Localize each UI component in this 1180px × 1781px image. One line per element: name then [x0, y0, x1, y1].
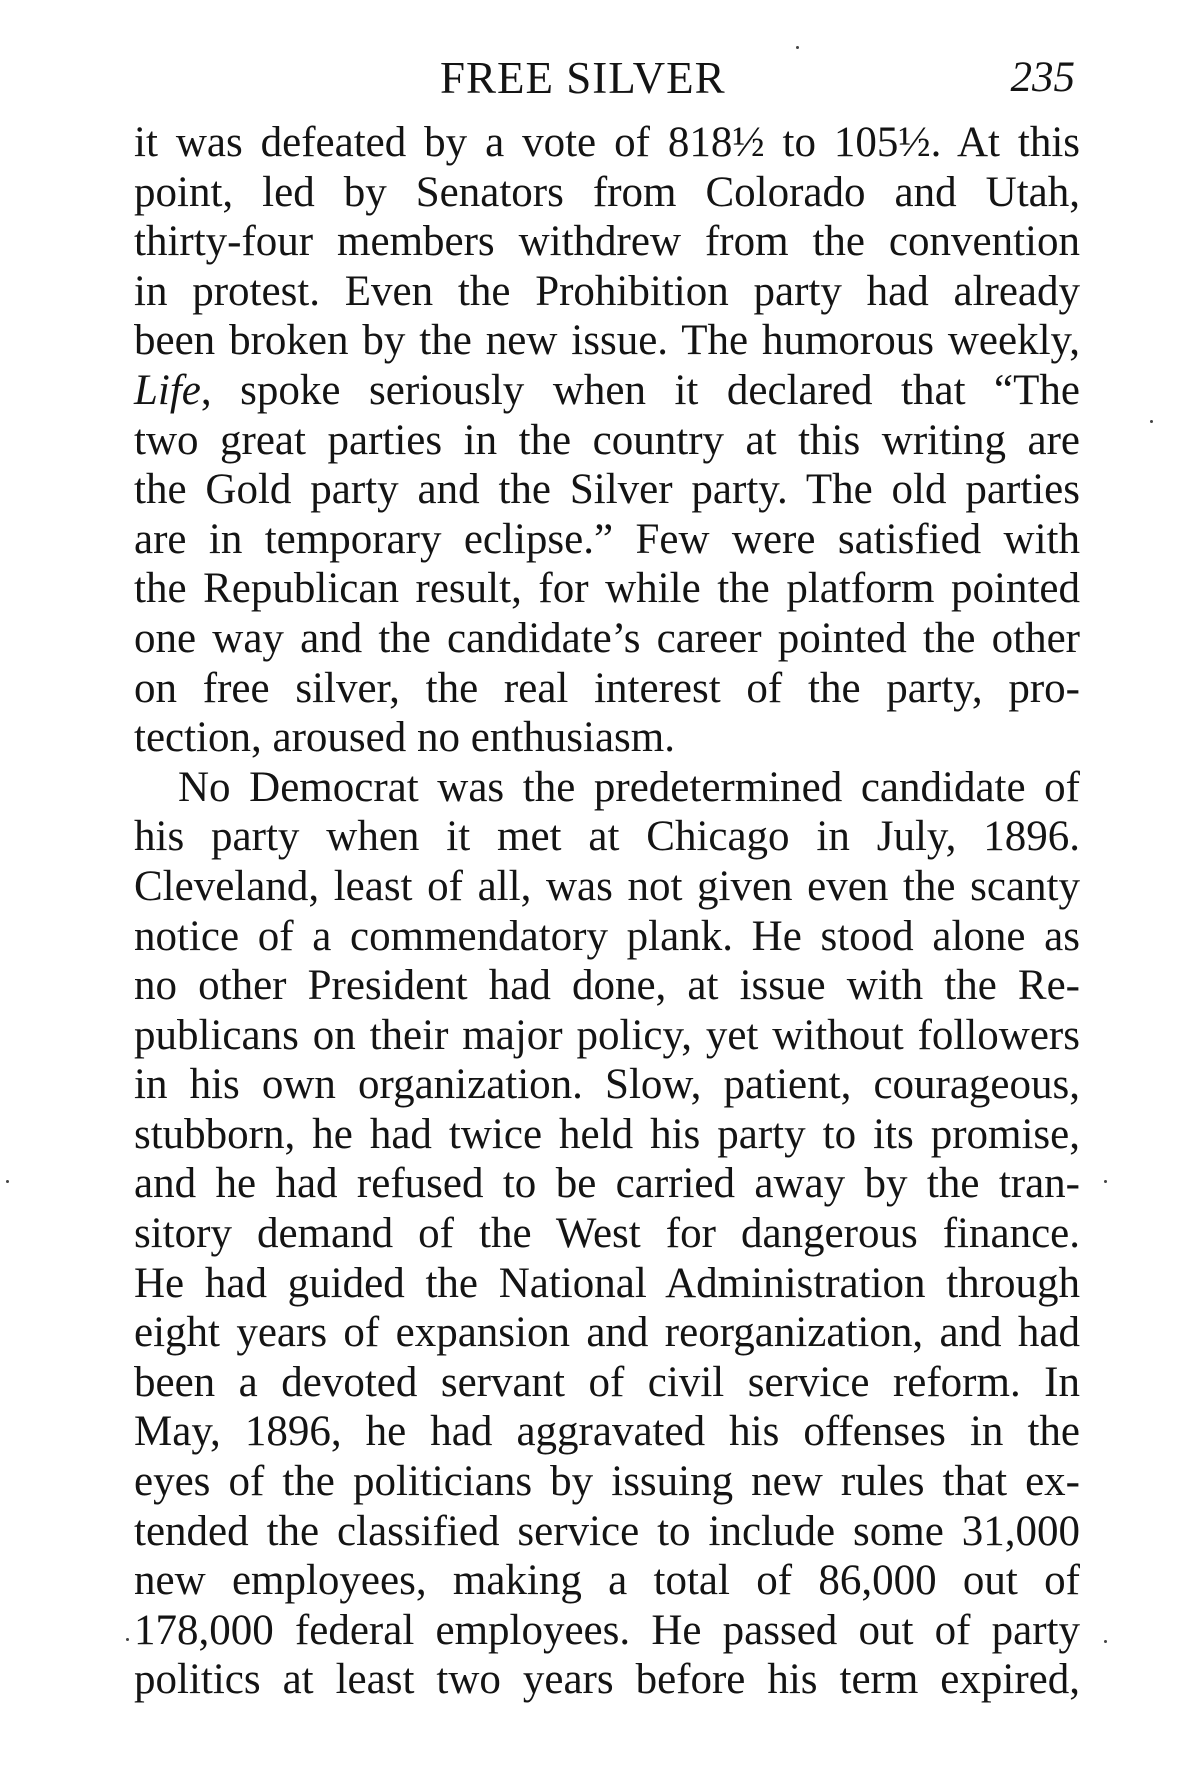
paragraph-1	[134, 118, 1080, 763]
text-line: point, led by Senators from Colorado and Utah,	[134, 168, 1080, 216]
text-line: May, 1896, he had aggravated his offenses in the	[134, 1408, 1080, 1456]
text-line: publicans on their major policy, yet without followers	[134, 1011, 1080, 1059]
text-line: tection, aroused no enthusiasm.	[134, 714, 675, 762]
print-speck	[126, 1638, 129, 1641]
running-title: FREE SILVER	[440, 53, 726, 103]
text-line: two great parties in the country at this writing are	[134, 416, 1080, 464]
text-line: He had guided the National Administration through	[134, 1259, 1080, 1307]
page-header	[140, 40, 1075, 110]
body-text	[134, 118, 1080, 1705]
text-line: on free silver, the real interest of the party, pro-	[134, 664, 1080, 712]
text-line: been a devoted servant of civil service reform. In	[134, 1358, 1080, 1406]
text-line: tended the classified service to include some 31,000	[134, 1507, 1080, 1555]
text-line: been broken by the new issue. The humorous weekly,	[134, 317, 1080, 365]
print-speck	[1104, 1640, 1107, 1643]
italic-title: Life	[134, 366, 201, 414]
text-line: thirty-four members withdrew from the convention	[134, 218, 1080, 266]
text-line: notice of a commendatory plank. He stood alone as	[134, 912, 1080, 960]
text-line: the Republican result, for while the platform pointed	[134, 565, 1080, 613]
text-line: eyes of the politicians by issuing new rules that ex-	[134, 1458, 1080, 1506]
text-line: one way and the candidate’s career pointed the other	[134, 614, 1080, 662]
paragraph-2	[134, 763, 1080, 1705]
text-line: no other President had done, at issue with the Re-	[134, 962, 1080, 1010]
text-line: in his own organization. Slow, patient, courageous,	[134, 1061, 1080, 1109]
print-speck	[6, 1180, 9, 1183]
text-line: new employees, making a total of 86,000 out of	[134, 1557, 1080, 1605]
print-speck	[796, 46, 799, 49]
print-speck	[1104, 1180, 1107, 1183]
text-line: No Democrat was the predetermined candidate of	[178, 763, 1080, 811]
text-line: his party when it met at Chicago in July, 1896.	[134, 813, 1080, 861]
text-line: stubborn, he had twice held his party to its promise,	[134, 1110, 1080, 1158]
text-line: Life, spoke seriously when it declared that “The	[134, 366, 1080, 414]
page-number: 235	[1010, 54, 1075, 101]
text-line: are in temporary eclipse.” Few were satisfied with	[134, 515, 1080, 563]
text-line: the Gold party and the Silver party. The old parties	[134, 466, 1080, 514]
text-line: and he had refused to be carried away by the tran-	[134, 1160, 1080, 1208]
text-line: in protest. Even the Prohibition party had already	[134, 267, 1080, 315]
text-line: politics at least two years before his term expired,	[134, 1656, 1080, 1704]
text-line: it was defeated by a vote of 818½ to 105½. At this	[134, 119, 1080, 166]
text-line: Cleveland, least of all, was not given even the scanty	[134, 862, 1080, 910]
text-line: eight years of expansion and reorganization, and had	[134, 1309, 1080, 1357]
text-line: sitory demand of the West for dangerous finance.	[134, 1210, 1080, 1258]
print-speck	[1150, 420, 1153, 423]
text-line: 178,000 federal employees. He passed out of party	[134, 1606, 1080, 1654]
